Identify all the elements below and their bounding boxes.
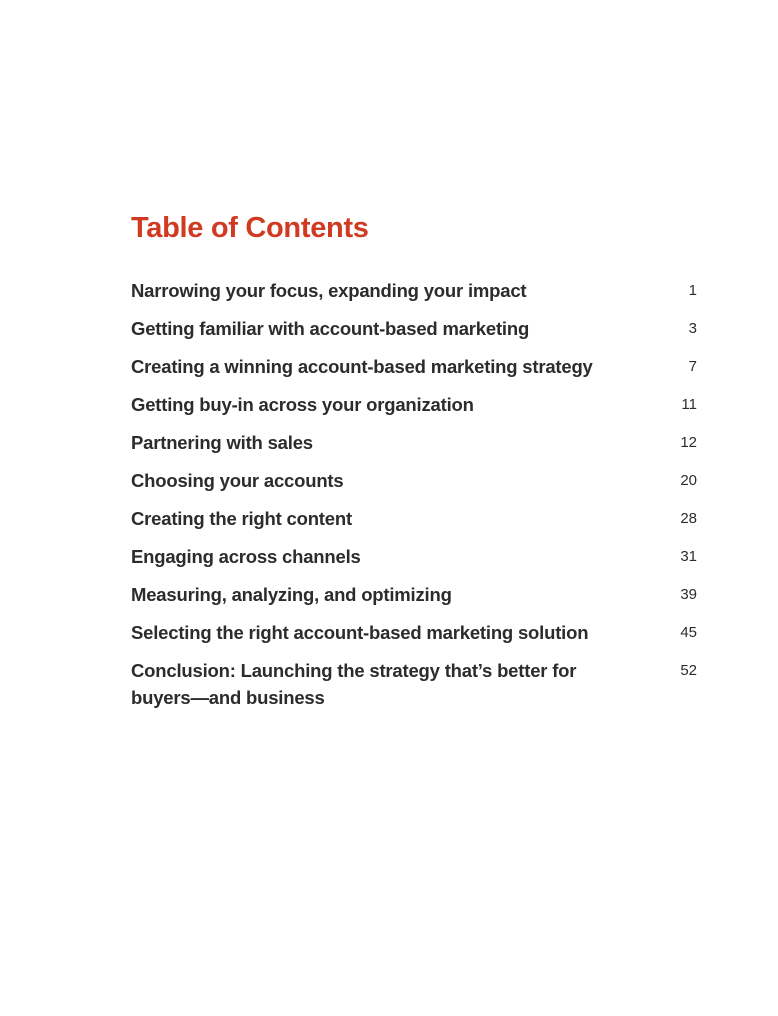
toc-entry-choosing-accounts[interactable] [131,467,697,505]
toc-entry-engaging-channels[interactable] [131,543,697,581]
toc-entry-label: Creating the right content [131,508,352,529]
toc-entry-label: Partnering with sales [131,432,313,453]
toc-entry-page-number: 52 [680,662,697,679]
toc-entry-selecting-solution[interactable] [131,619,697,657]
toc-entry-right-content[interactable] [131,505,697,543]
toc-entry-page-number: 12 [680,434,697,451]
toc-entry-page-number: 3 [688,320,697,337]
toc-entry-winning-strategy[interactable] [131,353,697,391]
toc-entry-page-number: 31 [680,548,697,565]
toc-entry-label: Getting buy-in across your organization [131,394,474,415]
toc-entry-label: Measuring, analyzing, and optimizing [131,584,452,605]
toc-entry-label: Creating a winning account-based marketing strategy [131,356,593,377]
toc-entry-page-number: 20 [680,472,697,489]
toc-entry-page-number: 39 [680,586,697,603]
toc-entry-page-number: 45 [680,624,697,641]
toc-entry-getting-familiar[interactable] [131,315,697,353]
toc-entry-label: Narrowing your focus, expanding your impact [131,280,527,301]
toc-entry-label: Getting familiar with account-based marketing [131,318,530,339]
toc-entry-buy-in[interactable] [131,391,697,429]
toc-title: Table of Contents [131,212,369,244]
toc-entry-label: Engaging across channels [131,546,361,567]
toc-entry-page-number: 7 [688,358,697,375]
toc-entry-label: Conclusion: Launching the strategy that’s better for buyers—and business [131,660,577,708]
toc-entry-measuring[interactable] [131,581,697,619]
toc-entry-partnering-sales[interactable] [131,429,697,467]
toc-entry-narrowing-focus[interactable] [131,277,697,315]
toc-entry-page-number: 11 [681,396,697,413]
toc-entry-label: Selecting the right account-based marketing solution [131,622,589,643]
toc-entry-page-number: 28 [680,510,697,527]
toc-entry-label: Choosing your accounts [131,470,344,491]
toc-entry-page-number: 1 [688,282,697,299]
toc-entry-conclusion[interactable] [131,657,697,721]
toc-list [131,277,697,721]
